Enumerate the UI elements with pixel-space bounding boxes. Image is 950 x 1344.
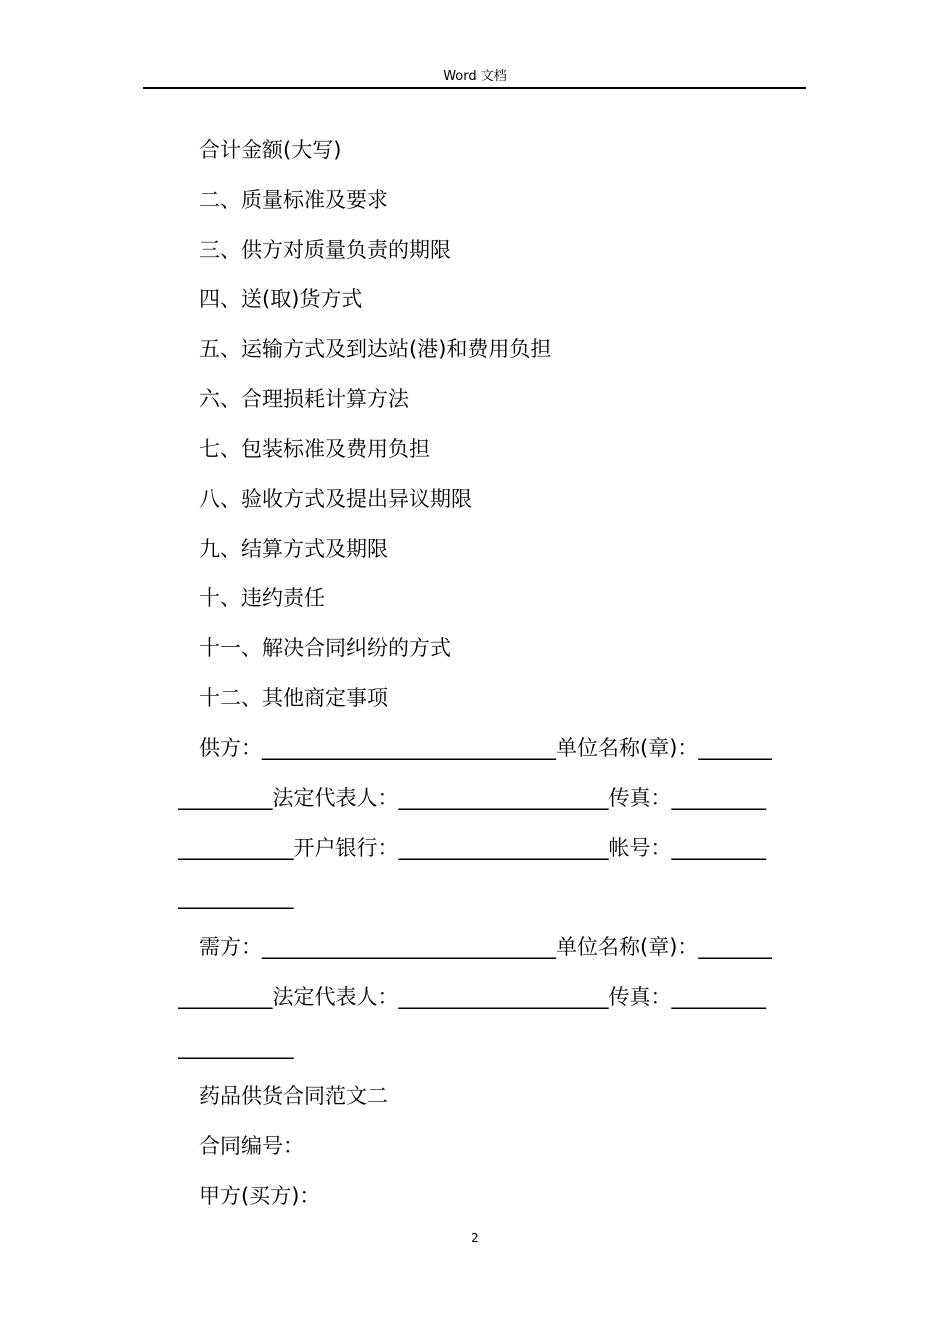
document-line: 二、质量标准及要求: [178, 188, 388, 212]
signature-line: 需方：____________________________单位名称(章)：_______: [178, 935, 772, 959]
document-line: 四、送(取)货方式: [178, 287, 363, 311]
signature-line: _________法定代表人：____________________传真：_________: [178, 985, 766, 1009]
document-line: 十二、其他商定事项: [178, 686, 388, 710]
section-title: 药品供货合同范文二: [178, 1084, 388, 1108]
document-line: 七、包装标准及费用负担: [178, 437, 430, 461]
document-line: 合计金额(大写): [178, 138, 342, 162]
document-line: 十一、解决合同纠纷的方式: [178, 636, 451, 660]
signature-line: _________法定代表人：____________________传真：_________: [178, 786, 766, 810]
document-line: 合同编号：: [178, 1134, 304, 1158]
signature-line: ___________: [178, 885, 294, 909]
document-line: 六、合理损耗计算方法: [178, 387, 409, 411]
signature-line: 供方：____________________________单位名称(章)：_______: [178, 736, 772, 760]
document-line: 甲方(买方)：: [178, 1184, 321, 1208]
document-line: 三、供方对质量负责的期限: [178, 238, 451, 262]
page-number: 2: [471, 1231, 479, 1245]
document-line: 十、违约责任: [178, 586, 325, 610]
header-rule: [143, 87, 806, 89]
document-line: 八、验收方式及提出异议期限: [178, 487, 472, 511]
document-line: 五、运输方式及到达站(港)和费用负担: [178, 337, 552, 361]
signature-line: ___________: [178, 1035, 294, 1059]
page-header-title: Word 文档: [443, 69, 507, 84]
signature-line: ___________开户银行：____________________帐号：_________: [178, 836, 766, 860]
document-line: 九、结算方式及期限: [178, 537, 388, 561]
